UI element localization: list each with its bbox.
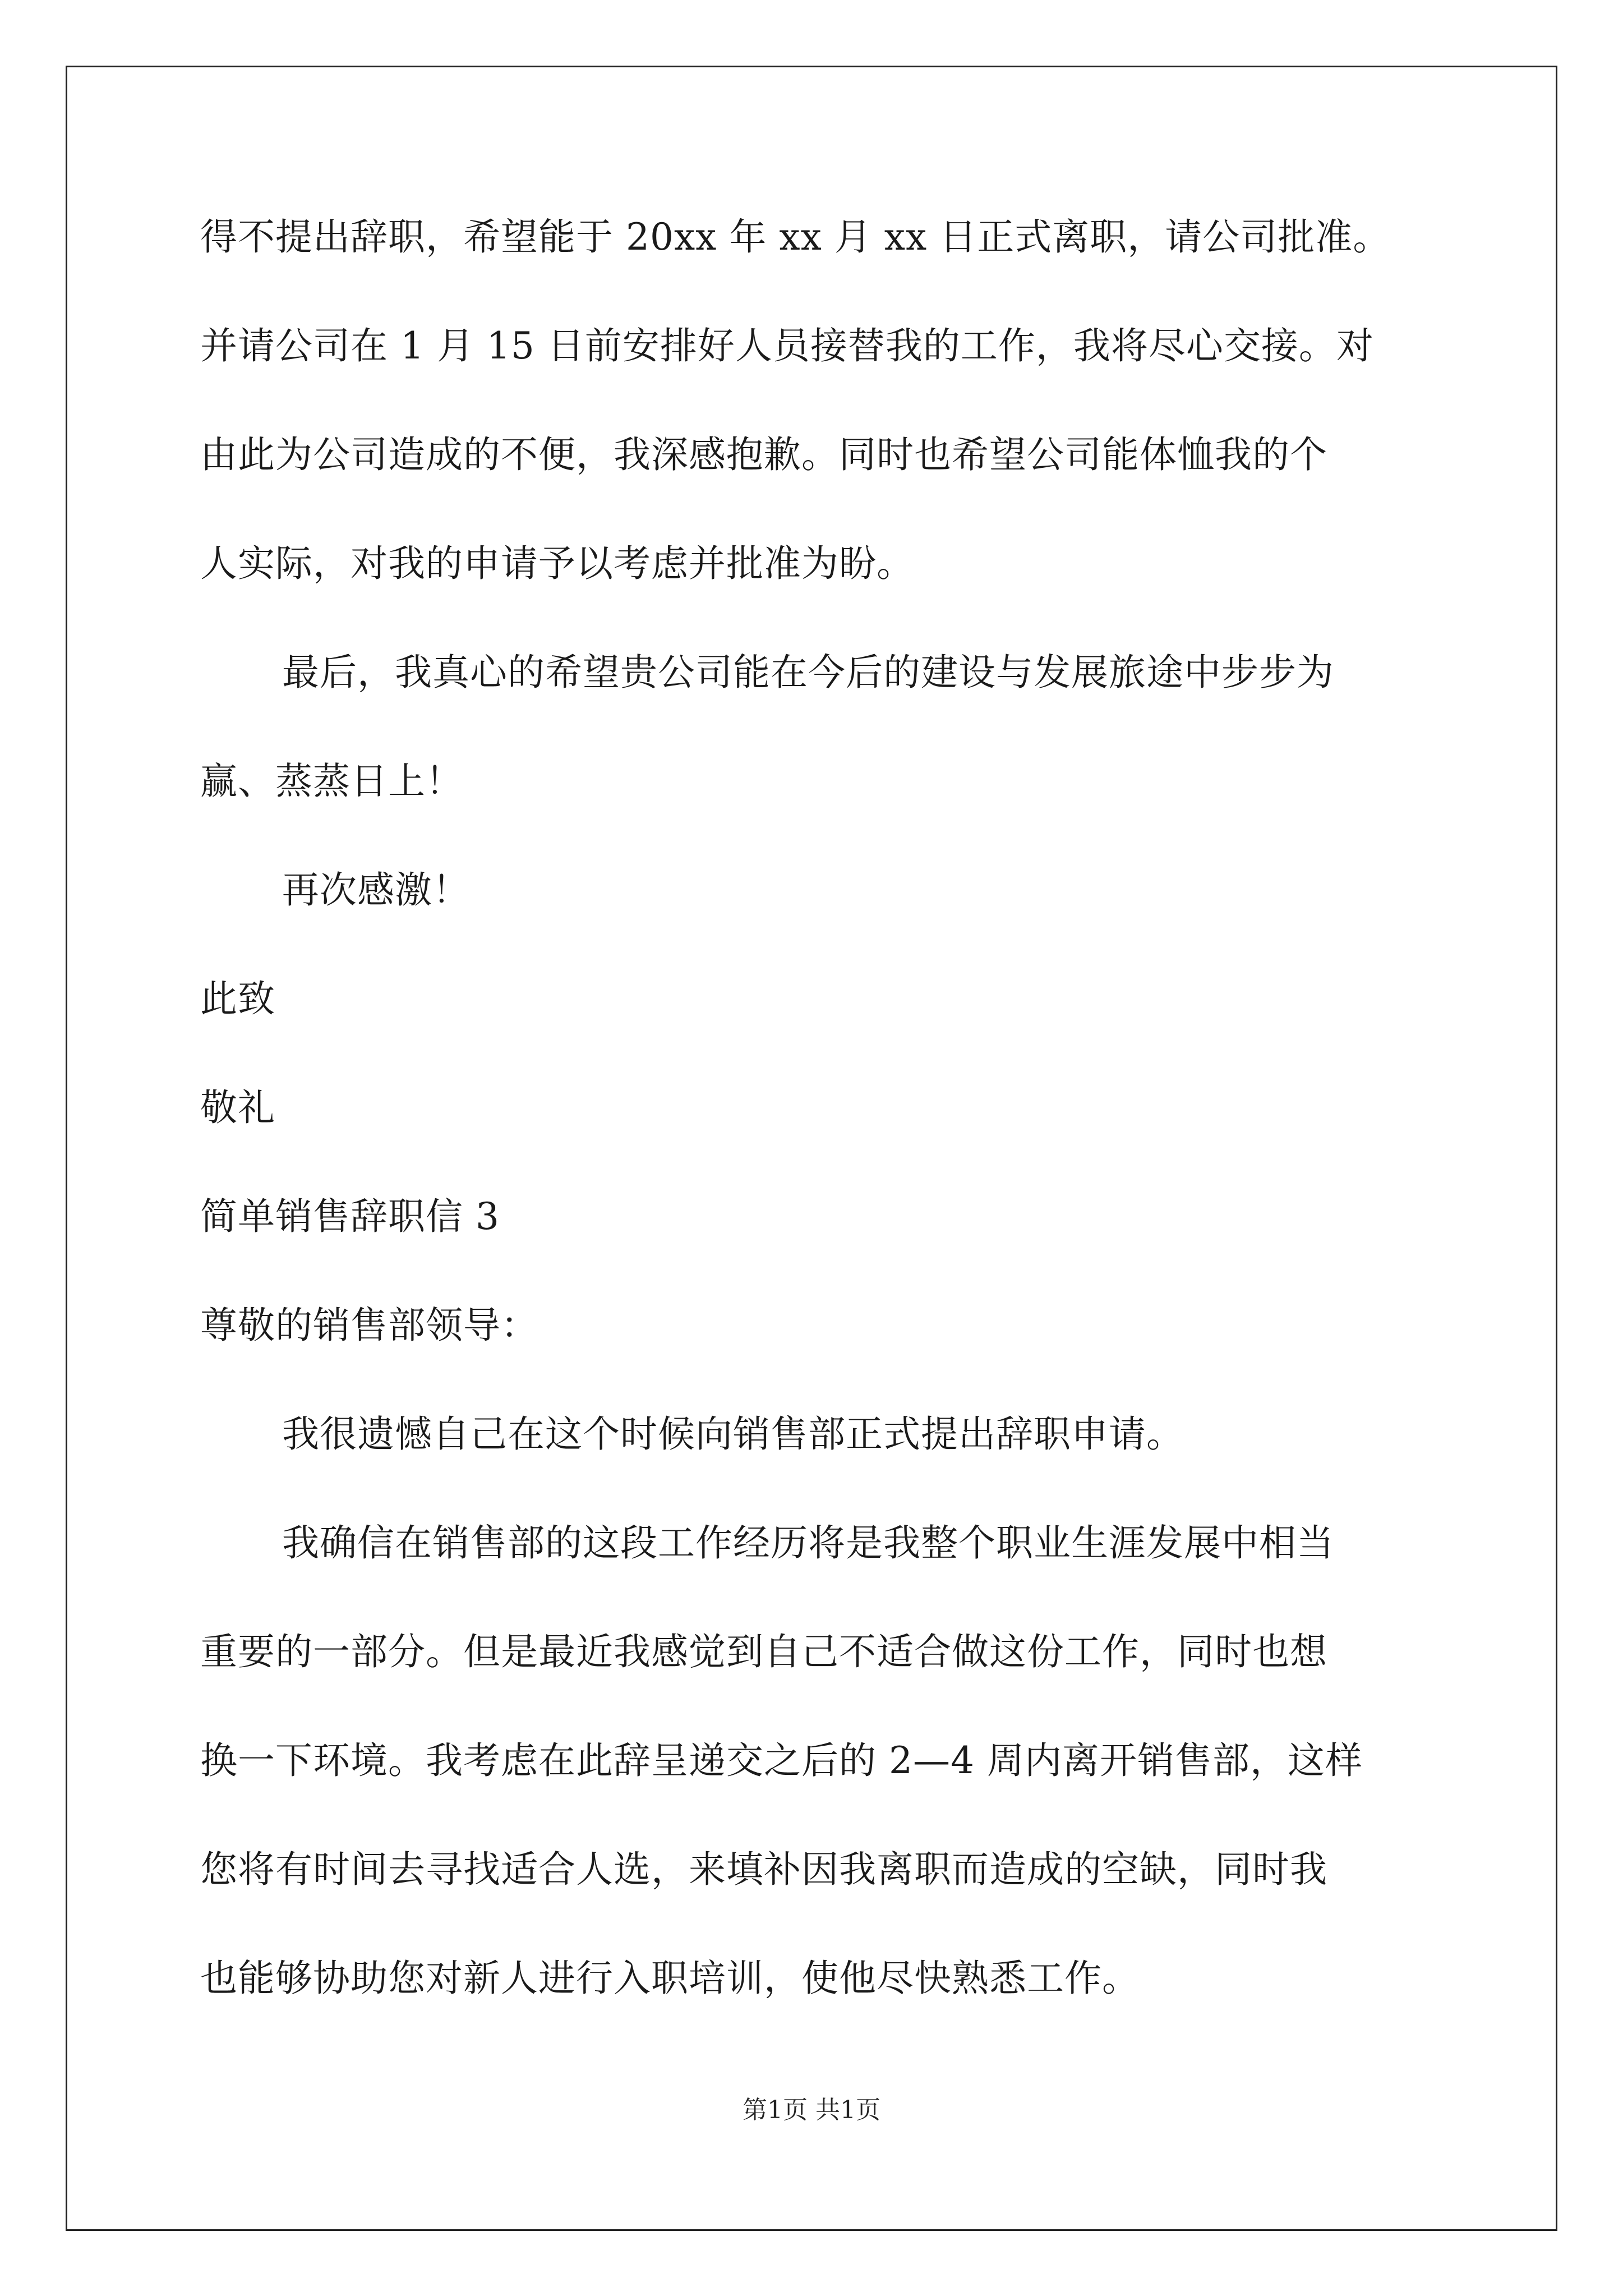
body-line: 人实际，对我的申请予以考虑并批准为盼。: [200, 542, 914, 585]
body-line: 重要的一部分。但是最近我感觉到自己不适合做这份工作，同时也想: [200, 1630, 1327, 1673]
body-line: 换一下环境。我考虑在此辞呈递交之后的 2—4 周内离开销售部，这样: [200, 1739, 1363, 1782]
body-line: 也能够协助您对新人进行入职培训，使他尽快熟悉工作。: [200, 1957, 1140, 2000]
paragraph-start-line: 最后，我真心的希望贵公司能在今后的建设与发展旅途中步步为: [282, 651, 1334, 694]
closing-thanks: 再次感激！: [282, 868, 470, 912]
paragraph-start-line: 我很遗憾自己在这个时候向销售部正式提出辞职申请。: [282, 1412, 1184, 1456]
body-line: 并请公司在 1 月 15 日前安排好人员接替我的工作，我将尽心交接。对: [200, 324, 1374, 367]
body-line: 赢、蒸蒸日上！: [200, 760, 463, 803]
body-line: 由此为公司造成的不便，我深感抱歉。同时也希望公司能体恤我的个: [200, 433, 1327, 476]
section-title: 简单销售辞职信 3: [200, 1195, 500, 1238]
page-border: [66, 66, 1557, 2231]
body-line: 得不提出辞职，希望能于 20xx 年 xx 月 xx 日正式离职，请公司批准。: [200, 215, 1391, 259]
body-line: 您将有时间去寻找适合人选，来填补因我离职而造成的空缺，同时我: [200, 1848, 1327, 1891]
salutation-cizhi: 此致: [200, 977, 275, 1020]
paragraph-start-line: 我确信在销售部的这段工作经历将是我整个职业生涯发展中相当: [282, 1521, 1334, 1565]
greeting: 尊敬的销售部领导：: [200, 1304, 538, 1347]
page-footer: 第1页 共1页: [743, 2096, 880, 2124]
salutation-jingli: 敬礼: [200, 1086, 275, 1129]
